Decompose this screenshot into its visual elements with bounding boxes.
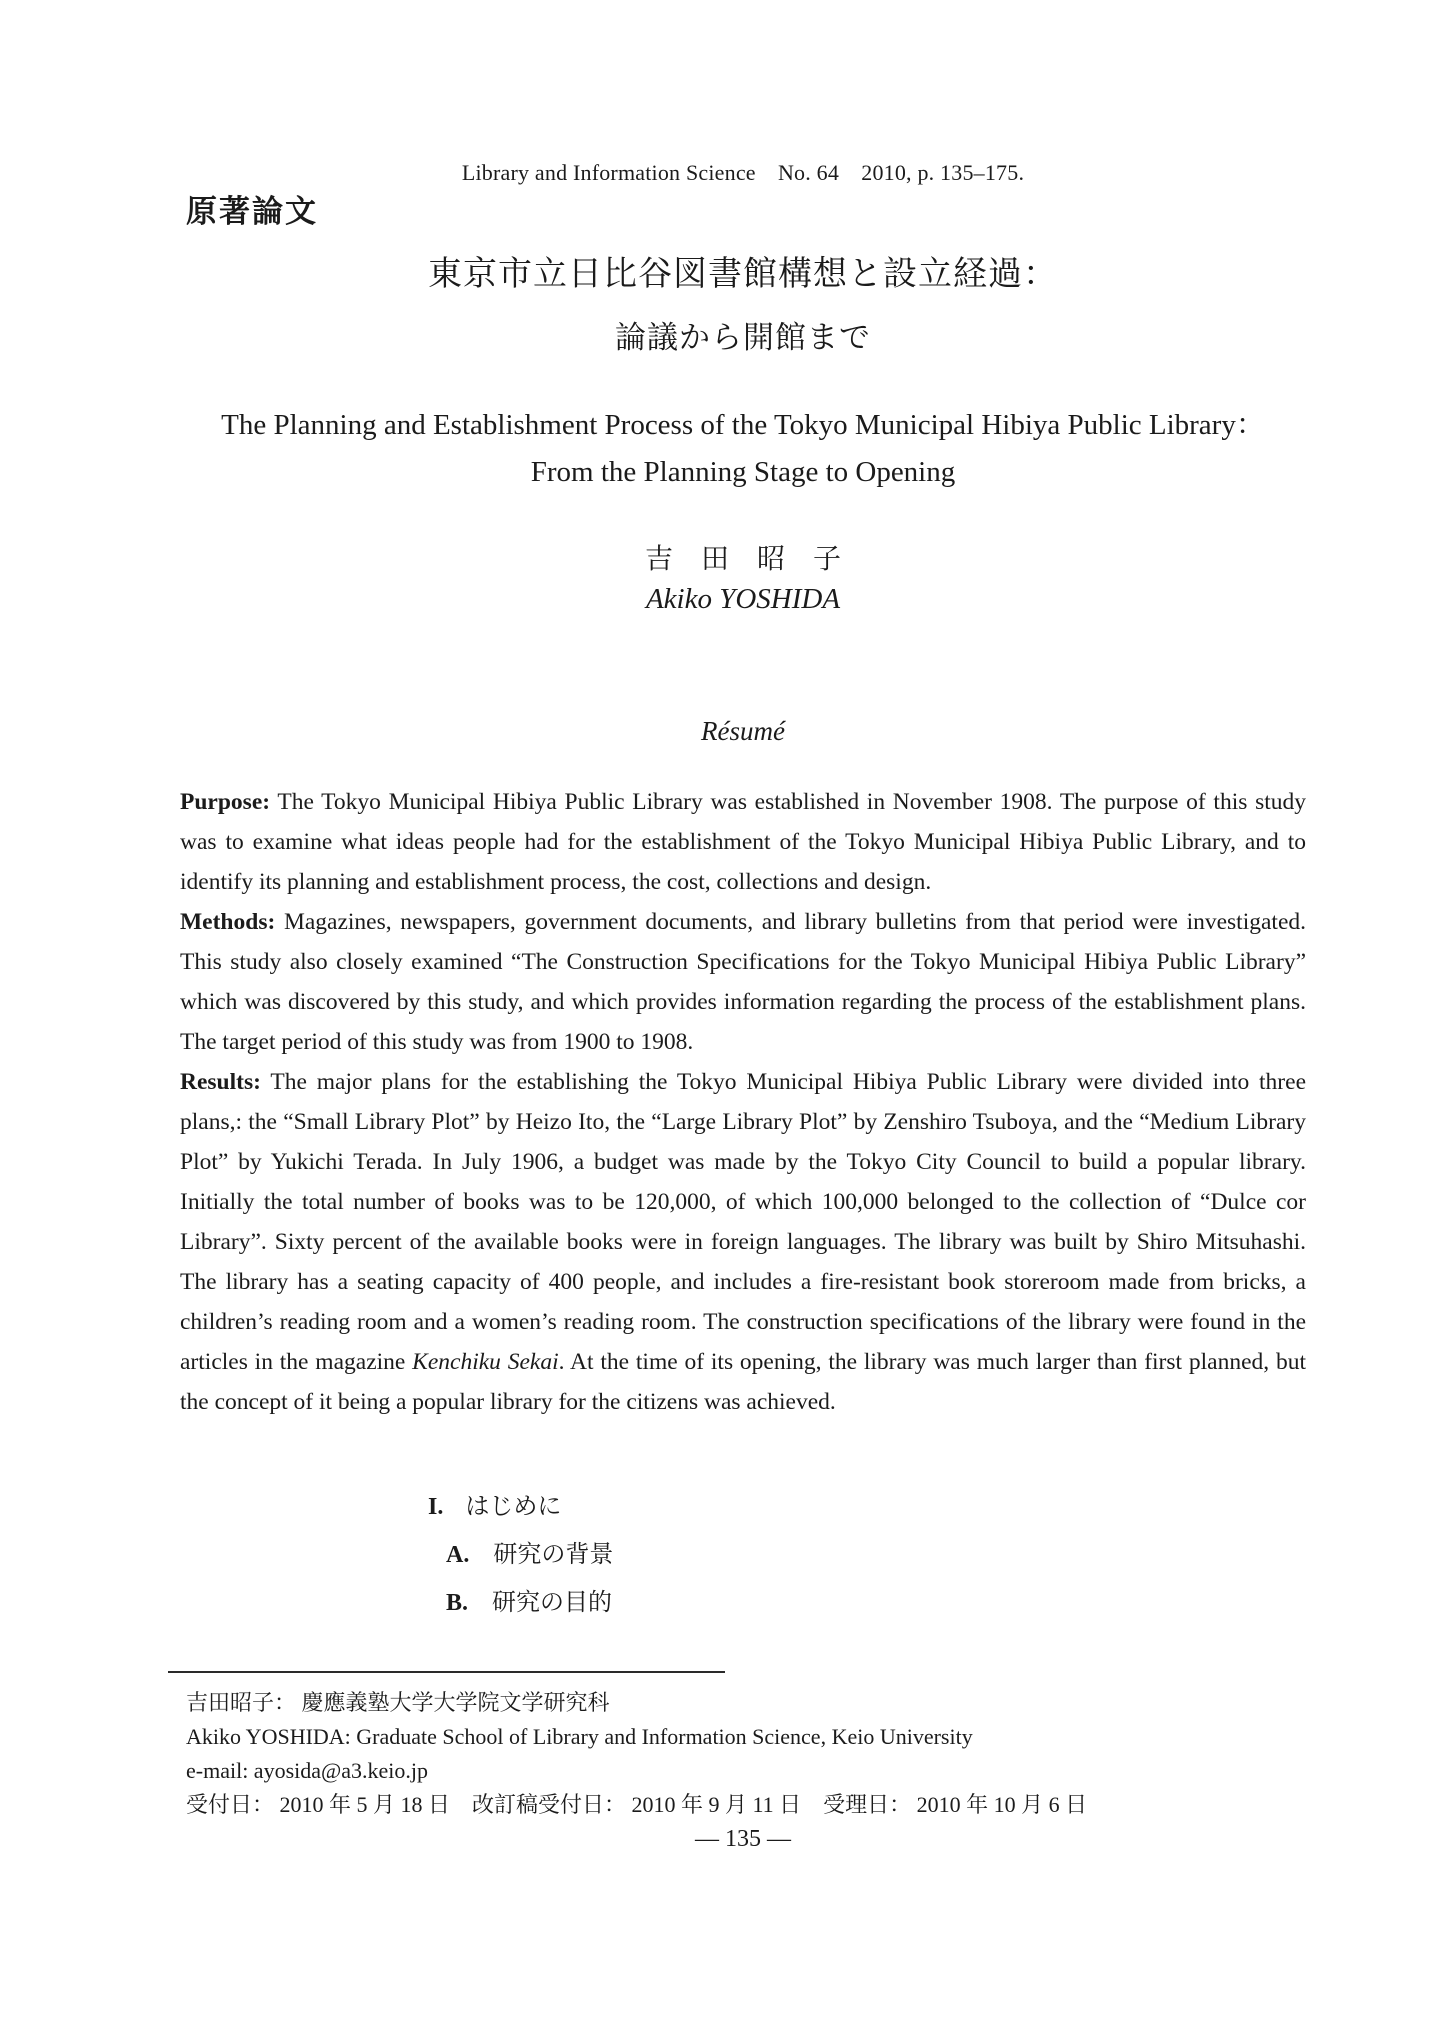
purpose-label: Purpose:	[180, 789, 271, 815]
footnote-section	[186, 1686, 1308, 1822]
footnote-divider	[168, 1671, 725, 1673]
toc-item-number: A.	[446, 1542, 470, 1568]
abstract-results-paragraph	[180, 1062, 1306, 1422]
toc-item-research-background	[446, 1534, 613, 1569]
resume-heading: Résumé	[701, 716, 785, 746]
author-name-japanese: 吉 田 昭 子	[644, 544, 841, 575]
methods-label: Methods:	[180, 909, 276, 935]
purpose-text: The Tokyo Municipal Hibiya Public Library was established in November 1908. The purpose of this study was to examine what ideas people had for the establishment of the Tokyo Municipal Hibiya Public Library, and to identify its planning and establishment process, the cost, collections and design.	[180, 789, 1306, 895]
abstract-section	[180, 782, 1306, 1422]
toc-item-label: はじめに	[465, 1494, 562, 1520]
toc-item-number: I.	[428, 1494, 444, 1520]
toc-item-label: 研究の目的	[492, 1590, 613, 1616]
toc-item-research-purpose	[446, 1582, 612, 1617]
results-label: Results:	[180, 1069, 261, 1095]
article-type-label: 原著論文	[186, 194, 318, 229]
results-magazine-title: Kenchiku Sekai	[412, 1349, 559, 1375]
footnote-manuscript-dates: 受付日： 2010 年 5 月 18 日 改訂稿受付日： 2010 年 9 月 11 日 受理日： 2010 年 10 月 6 日	[186, 1792, 1088, 1817]
toc-item-number: B.	[446, 1590, 469, 1616]
title-japanese-line2: 論議から開館まで	[615, 320, 871, 355]
title-english-line2: From the Planning Stage to Opening	[530, 456, 956, 488]
footnote-email: e-mail: ayosida@a3.keio.jp	[186, 1758, 429, 1783]
author-name-english: Akiko YOSHIDA	[645, 583, 841, 615]
journal-header: Library and Information Science No. 64 2010, p. 135–175.	[461, 160, 1025, 185]
toc-item-introduction	[428, 1486, 561, 1521]
results-text-part2: . At the time of its opening, the library was much larger than first planned, but the concept of it being a popular library for the citizens was achieved.	[180, 1349, 1307, 1415]
results-text-part1: The major plans for the establishing the Tokyo Municipal Hibiya Public Library were divided into three plans,: the “Small Library Plot” by Heizo Ito, the “Large Library Plot” by Zenshiro Tsuboya, and the “Medium Library Plot” by Yukichi Terada. In July 1906, a budget was made by the Tokyo City Council to build a popular library. Initially the total number of books was to be 120,000, of which 100,000 belonged to the collection of “Dulce cor Library”. Sixty percent of the available books were in foreign languages. The library was built by Shiro Mitsuhashi. The library has a seating capacity of 400 people, and includes a fire-resistant book storeroom made from bricks, a children’s reading room and a women’s reading room. The construction specifications of the library were found in the articles in the magazine	[180, 1069, 1306, 1375]
title-japanese-line1: 東京市立日比谷図書館構想と設立経過：	[428, 256, 1058, 293]
abstract-methods-paragraph	[180, 902, 1306, 1062]
toc-item-label: 研究の背景	[493, 1542, 614, 1568]
page-number: — 135 —	[695, 1826, 791, 1852]
abstract-purpose-paragraph	[180, 782, 1306, 902]
footnote-affiliation-english: Akiko YOSHIDA: Graduate School of Library and Information Science, Keio University	[186, 1724, 973, 1749]
footnote-affiliation-japanese: 吉田昭子： 慶應義塾大学大学院文学研究科	[186, 1690, 610, 1715]
title-english-line1: The Planning and Establishment Process of the Tokyo Municipal Hibiya Public Library：	[221, 409, 1265, 441]
methods-text: Magazines, newspapers, government documents, and library bulletins from that period were investigated. This study also closely examined “The Construction Specifications for the Tokyo Municipal Hibiya Public Library” which was discovered by this study, and which provides information regarding the process of the establishment plans. The target period of this study was from 1900 to 1908.	[180, 909, 1306, 1055]
